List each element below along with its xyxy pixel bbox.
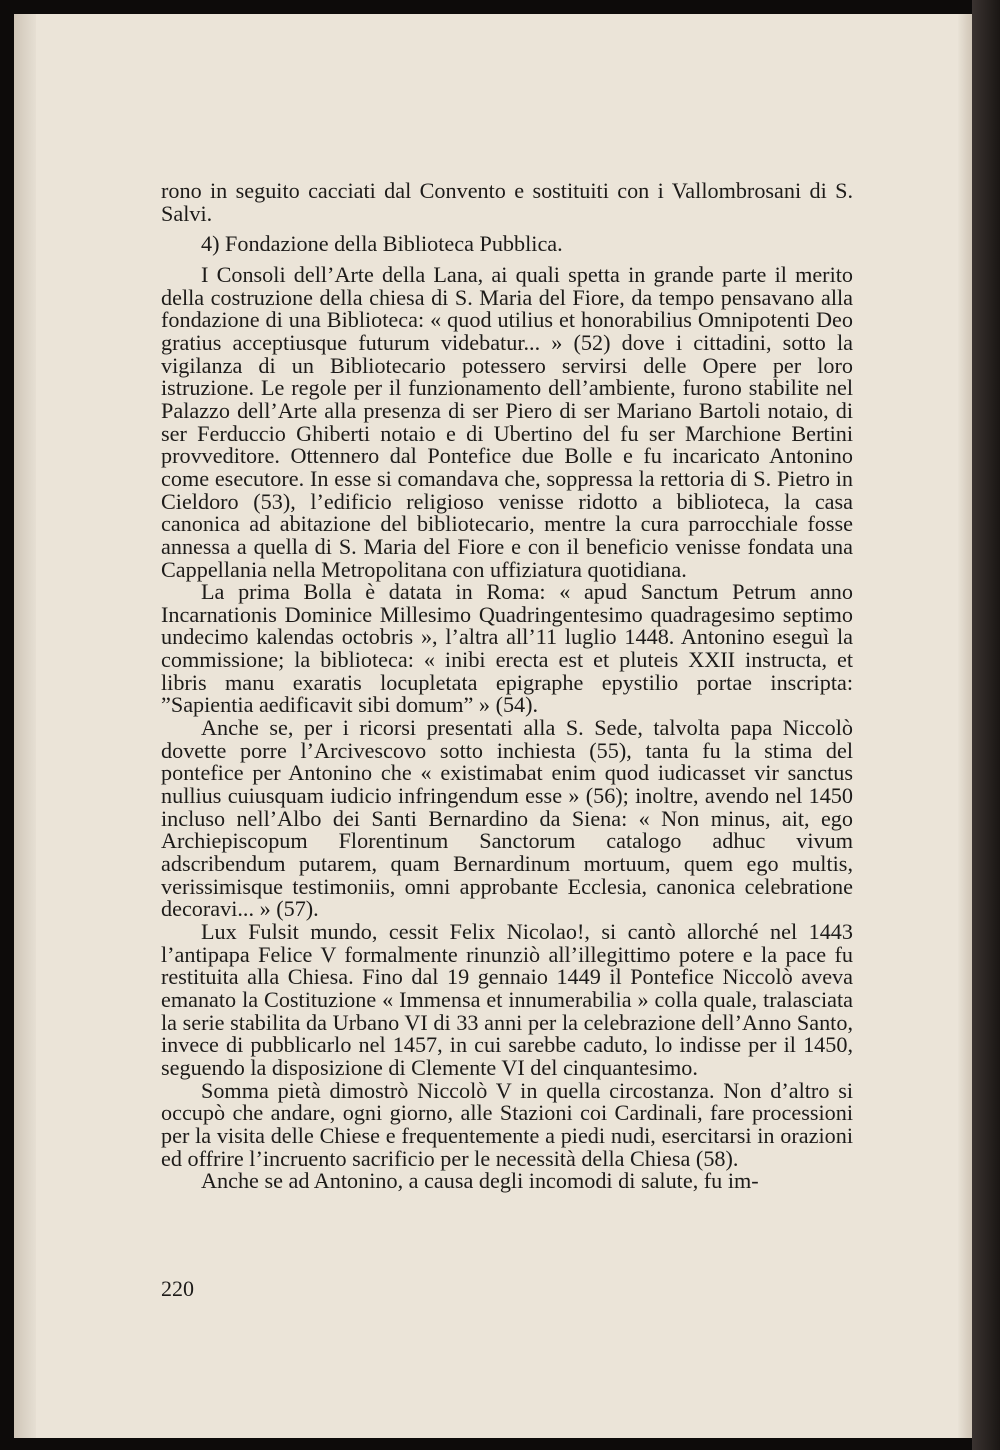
page-edge-shadow: [958, 14, 972, 1438]
paragraph: Anche se, per i ricorsi presentati alla S. Sede, talvolta papa Niccolò dovette porre l’Arcivescovo sotto inchiesta (55), tanta fu la stima del pontefice per Antonino che « existimabat enim quod iudicasset vir sanctus nullius cuiusquam iudicio infringendum esse » (56); inoltre, avendo nel 1450 incluso nell’Albo dei Santi Bernardino da Siena: « Non minus, ait, ego Archiepiscopum Florentinum Sanctorum catalogo adhuc vivum adscribendum putarem, quam Bernardinum mortuum, quem ego multis, verissimisque testimoniis, omni approbante Ecclesia, canonica celebratione decoravi... » (57).: [161, 715, 853, 922]
body-text: [161, 180, 853, 1193]
paragraph-continuation: rono in seguito cacciati dal Convento e sostituiti con i Vallombrosani di S. Salvi.: [161, 178, 853, 226]
paragraph: La prima Bolla è datata in Roma: « apud Sanctum Petrum anno Incarnationis Dominice Millesimo Quadringentesimo quadragesimo septimo undecimo kalendas octobris », l’altra all’11 luglio 1448. Antonino eseguì la commissione; la biblioteca: « inibi erecta est et pluteis XXII instructa, et libris manu exaratis locupletata epigraphe epystilio portae inscripta: ”Sapientia aedificavit sibi domum” » (54).: [161, 579, 853, 718]
page-fold-shadow: [14, 14, 36, 1438]
paragraph: Lux Fulsit mundo, cessit Felix Nicolao!, si cantò allorché nel 1443 l’antipapa Felice V formalmente rinunziò all’illegittimo potere e la pace fu restituita alla Chiesa. Fino dal 19 gennaio 1449 il Pontefice Niccolò aveva emanato la Costituzione « Immensa et innumerabilia » colla quale, tralasciata la serie stabilita da Urbano VI di 33 anni per la celebrazione dell’Anno Santo, invece di pubblicarlo nel 1457, in cui sarebbe caduto, lo indisse per il 1450, seguendo la disposizione di Clemente VI del cinquantesimo.: [161, 919, 853, 1080]
paragraph: Anche se ad Antonino, a causa degli incomodi di salute, fu im-: [201, 1168, 759, 1194]
paragraph: I Consoli dell’Arte della Lana, ai quali spetta in grande parte il merito della costruzione della chiesa di S. Maria del Fiore, da tempo pensavano alla fondazione di una Biblioteca: « quod utilius et honorabilius Omnipotenti Deo gratius acceptiusque futurum videbatur... » (52) dove i cittadini, sotto la vigilanza di un Bibliotecario potessero servirsi delle Opere per loro istruzione. Le regole per il funzionamento dell’ambiente, furono stabilite nel Palazzo dell’Arte alla presenza di ser Piero di ser Mariano Bartoli notaio, di ser Ferduccio Ghiberti notaio e di Ubertino del fu ser Marchione Bertini provveditore. Ottennero dal Pontefice due Bolle e fu incaricato Antonino come esecutore. In esse si comandava che, soppressa la rettoria di S. Pietro in Cieldoro (53), l’edificio religioso venisse ridotto a biblioteca, la casa canonica ad abitazione del bibliotecario, mentre la cura parrocchiale fosse annessa a quella di S. Maria del Fiore e con il beneficio venisse fondata una Cappellania nella Metropolitana con uffiziatura quotidiana.: [161, 261, 853, 582]
paragraph: Somma pietà dimostrò Niccolò V in quella circostanza. Non d’altro si occupò che andare, ogni giorno, alle Stazioni coi Cardinali, fare processioni per la visita delle Chiese e frequentemente a piedi nudi, esercitarsi in orazioni ed offrire l’incruento sacrificio per le necessità della Chiesa (58).: [161, 1077, 853, 1171]
page-number: 220: [161, 1276, 194, 1301]
book-binding: [972, 0, 1000, 1450]
section-heading: 4) Fondazione della Biblioteca Pubblica.: [201, 231, 563, 257]
